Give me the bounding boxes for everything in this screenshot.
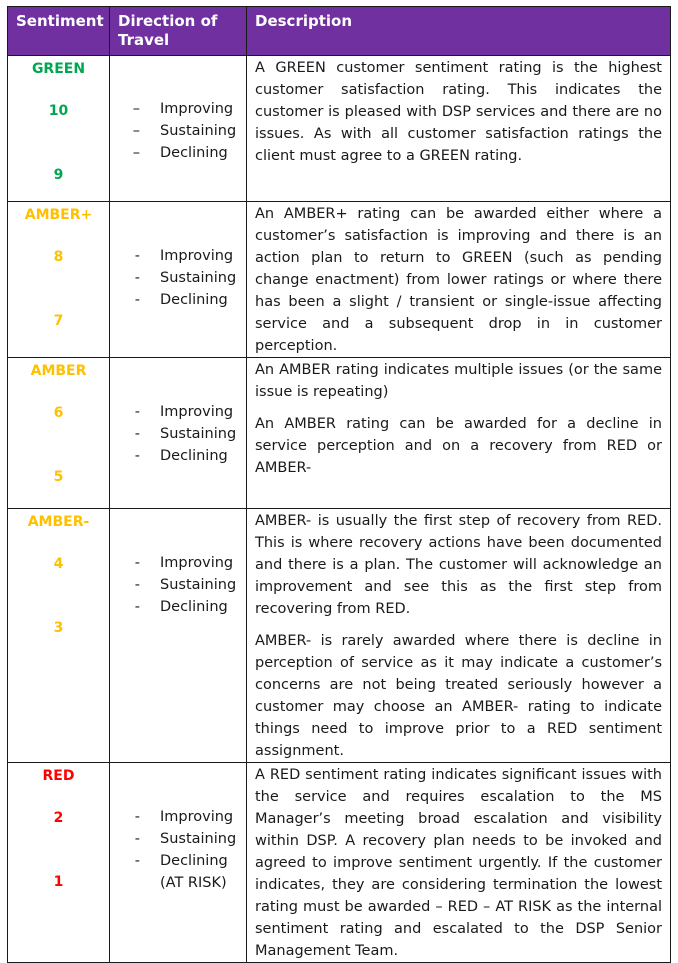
direction-cell — [110, 56, 247, 202]
row-green — [8, 56, 671, 202]
description-paragraph: AMBER- is rarely awarded where there is decline in perception of service as it may indicate a customer’s concerns are not being treated seriously however a customer may choose an AMBER- rating to indicate things need to improve prior to a RED sentiment assignment. — [255, 633, 662, 759]
sentiment-label: AMBER- — [27, 514, 90, 530]
sentiment-label: AMBER+ — [24, 207, 93, 223]
header-description: Description — [247, 7, 671, 56]
direction-item: – Sustaining — [132, 123, 237, 139]
description-paragraph: AMBER- is usually the first step of recovery from RED. This is where recovery actions have been documented and there is a plan. The customer will acknowledge an improvement and see this as the first step from recovering from RED. — [255, 513, 662, 617]
sentiment-cell — [8, 56, 110, 202]
description-cell — [247, 358, 671, 509]
direction-item: - Sustaining — [134, 426, 237, 442]
sentiment-label: GREEN — [31, 61, 86, 77]
direction-item: – Declining — [132, 145, 228, 161]
sentiment-level-high: 4 — [53, 556, 64, 572]
description-cell — [247, 763, 671, 963]
direction-item: - Improving — [134, 809, 234, 825]
description-paragraph: An AMBER rating can be awarded for a decline in service perception and on a recovery from RED or AMBER- — [255, 416, 662, 476]
direction-item: - Improving — [134, 404, 234, 420]
header-row — [8, 7, 671, 56]
direction-item: - Sustaining — [134, 577, 237, 593]
header-direction-of-travel: Direction of Travel — [110, 7, 247, 56]
sentiment-cell — [8, 763, 110, 963]
direction-item: - Improving — [134, 248, 234, 264]
direction-item: - Declining — [134, 853, 228, 869]
sentiment-level-high: 8 — [53, 249, 64, 265]
sentiment-level-low: 1 — [53, 874, 64, 890]
direction-item: - Declining — [134, 599, 228, 615]
description-paragraph: An AMBER rating indicates multiple issues (or the same issue is repeating) — [255, 362, 662, 400]
sentiment-label: AMBER — [30, 363, 87, 379]
direction-cell — [110, 202, 247, 358]
sentiment-level-high: 10 — [48, 103, 69, 119]
description-cell — [247, 202, 671, 358]
row-amber-minus — [8, 509, 671, 763]
direction-cell — [110, 358, 247, 509]
sentiment-level-low: 3 — [53, 620, 64, 636]
sentiment-level-low: 7 — [53, 313, 64, 329]
direction-cell — [110, 763, 247, 963]
direction-item: - Declining — [134, 448, 228, 464]
sentiment-cell — [8, 509, 110, 763]
row-red — [8, 763, 671, 963]
direction-item: - Improving — [134, 555, 234, 571]
sentiment-cell — [8, 202, 110, 358]
direction-item: - Declining — [134, 292, 228, 308]
header-sentiment: Sentiment — [8, 7, 110, 56]
description-paragraph: A GREEN customer sentiment rating is the highest customer satisfaction rating. This indicates the customer is pleased with DSP services and there are no issues. As with all customer satisfaction ratings the client must agree to a GREEN rating. — [255, 60, 662, 164]
description-cell — [247, 56, 671, 202]
sentiment-level-low: 5 — [53, 469, 64, 485]
sentiment-cell — [8, 358, 110, 509]
direction-item: (AT RISK) — [160, 875, 227, 891]
description-cell — [247, 509, 671, 763]
sentiment-table — [7, 6, 671, 963]
sentiment-label: RED — [42, 768, 75, 784]
direction-item: – Improving — [132, 101, 234, 117]
sentiment-level-low: 9 — [53, 167, 64, 183]
direction-cell — [110, 509, 247, 763]
sentiment-level-high: 2 — [53, 810, 64, 826]
description-paragraph: A RED sentiment rating indicates significant issues with the service and requires escalation to the MS Manager’s meeting broad escalation and visibility within DSP. A recovery plan needs to be invoked and agreed to improve sentiment urgently. If the customer indicates, they are considering termination the lowest rating must be awarded – RED – AT RISK as the internal sentiment rating and escalated to the DSP Senior Management Team. — [255, 767, 662, 959]
row-amber-plus — [8, 202, 671, 358]
direction-item: - Sustaining — [134, 831, 237, 847]
sentiment-level-high: 6 — [53, 405, 64, 421]
description-paragraph: An AMBER+ rating can be awarded either where a customer’s satisfaction is improving and there is an action plan to return to GREEN (such as pending change enactment) from lower ratings or where there has been a slight / transient or single-issue affecting service and a subsequent drop in in customer perception. — [255, 206, 662, 354]
direction-item: - Sustaining — [134, 270, 237, 286]
row-amber — [8, 358, 671, 509]
